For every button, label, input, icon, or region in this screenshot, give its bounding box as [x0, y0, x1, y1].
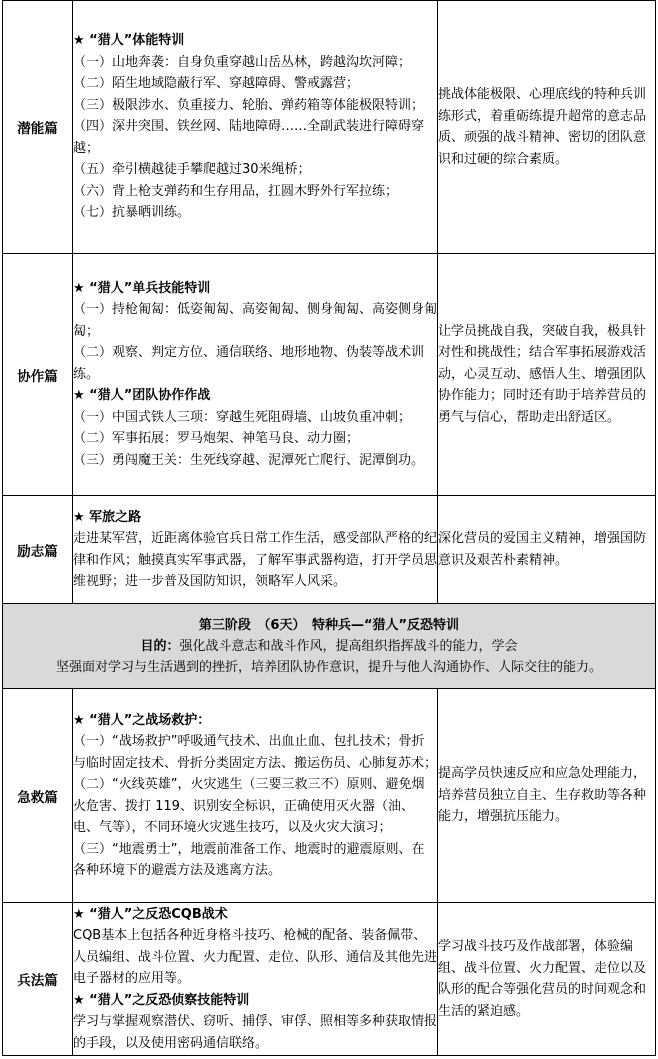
- stage-goal: [7, 636, 651, 657]
- content-line: （一）“战场救护”呼吸通气技术、出血止血、包扎技术；骨折与临时固定技术、骨折分类固定方法、搬运伤员、心肺复苏术；: [73, 734, 438, 771]
- section-title: ★ “猎人”团队协作作战: [73, 388, 211, 404]
- section-title: ★ “猎人”之反恐侦察技能特训: [73, 992, 250, 1008]
- content-line: （二）观察、判定方位、通信联络、地形地物、伪装等战术训练。: [73, 345, 425, 382]
- content-line: （三）极限涉水、负重接力、轮胎、弹药箱等体能极限特训；: [73, 97, 425, 113]
- content-line: 学习与掌握观察潜伏、窃听、捕俘、审俘、照相等多种获取情报的手段，以及使用密码通信联络。: [73, 1014, 438, 1051]
- category-cell: 励志篇: [3, 496, 73, 604]
- content-cell: [73, 254, 438, 496]
- curriculum-table: [2, 0, 656, 1056]
- category-cell: 潜能篇: [3, 1, 73, 254]
- content-line: （二）陌生地域隐蔽行军、穿越障碍、警戒露营；: [73, 76, 360, 92]
- section-title: ★ “猎人”之反恐CQB战术: [73, 906, 228, 922]
- goal-cell: 让学员挑战自我，突破自我，极具针对性和挑战性；结合军事拓展游戏活动，心灵互动、感悟人生、增强团队协作能力；同时还有助于培养营员的勇气与信心，帮助走出舒适区。: [438, 254, 656, 496]
- content-line: （二）“火线英雄”，火灾逃生（三要三救三不）原则、避免烟火危害、拨打 119、识别安全标识，正确使用灭火器（油、电、气等），不同环境火灾逃生技巧，以及火灾大演习；: [73, 777, 425, 835]
- content-line: （六）背上枪支弹药和生存用品，扛圆木野外行军拉练；: [73, 183, 399, 199]
- table-row-xiezuo: [3, 254, 656, 496]
- section-title: ★ 军旅之路: [73, 509, 142, 525]
- content-line: （五）牵引横越徒手攀爬越过30米绳桥；: [73, 162, 311, 178]
- section-title: ★ “猎人”体能特训: [73, 33, 185, 49]
- table-row-lizhi: [3, 496, 656, 604]
- content-cell: [73, 496, 438, 604]
- goal-cell: 学习战斗技巧及作战部署，体验编组、战斗位置、火力配置、走位以及队形的配合等强化营员的时间观念和生活的紧迫感。: [438, 903, 656, 1056]
- content-cell: [73, 689, 438, 903]
- table-row-qianneng: [3, 1, 656, 254]
- content-line: CQB基本上包括各种近身格斗技巧、枪械的配备、装备佩带、人员编组、战斗位置、火力配置、走位、队形、通信及其他先进电子器材的应用等。: [73, 928, 438, 987]
- stage-goal-text-2: 坚强面对学习与生活遇到的挫折，培养团队协作意识，提升与他人沟通协作、人际交往的能力。: [55, 659, 602, 675]
- goal-cell: 深化营员的爱国主义精神，增强国防意识及艰苦朴素精神。: [438, 496, 656, 604]
- content-line: （三）勇闯魔王关：生死线穿越、泥潭死亡爬行、泥潭倒功。: [73, 452, 425, 468]
- content-line: （一）山地奔袭：自身负重穿越山岳丛林，跨越沟坎河障；: [73, 54, 412, 70]
- goal-cell: 挑战体能极限、心理底线的特种兵训练形式，着重砺练提升超常的意志品质、顽强的战斗精神、密切的团队意识和过硬的综合素质。: [438, 1, 656, 254]
- stage-goal-text: 强化战斗意志和战斗作风，提高组织指挥战斗的能力，学会: [179, 638, 518, 654]
- category-cell: 兵法篇: [3, 903, 73, 1056]
- category-cell: 协作篇: [3, 254, 73, 496]
- section-title: ★ “猎人”单兵技能特训: [73, 280, 211, 296]
- table-row-bingfa: [3, 903, 656, 1056]
- stage-goal-label: 目的：: [140, 638, 180, 654]
- content-line: （一）持枪匍匐：低姿匍匐、高姿匍匐、侧身匍匐、高姿侧身匍匐；: [73, 302, 438, 339]
- stage-header-row: [3, 604, 656, 689]
- content-line: 走进某军营，近距离体验官兵日常工作生活，感受部队严格的纪律和作风；触摸真实军事武器，了解军事武器构造，打开学员思维视野；进一步普及国防知识，领略军人风采。: [73, 531, 438, 589]
- goal-cell: 提高学员快速反应和应急处理能力，培养营员独立自主、生存救助等各种能力，增强抗压能力。: [438, 689, 656, 903]
- content-line: （七）抗暴晒训练。: [73, 205, 191, 221]
- category-cell: 急救篇: [3, 689, 73, 903]
- content-line: （三）“地震勇士”，地震前准备工作、地震时的避震原则、在各种环境下的避震方法及逃离方法。: [73, 841, 425, 878]
- table-row-jijiu: [3, 689, 656, 903]
- stage-title: 第三阶段 （6天） 特种兵—“猎人”反恐特训: [198, 617, 460, 633]
- stage-header: [3, 604, 656, 689]
- content-cell: [73, 1, 438, 254]
- content-cell: [73, 903, 438, 1056]
- content-line: （四）深井突围、铁丝网、陆地障碍……全副武装进行障碍穿越；: [73, 119, 425, 156]
- content-line: （二）军事拓展：罗马炮架、神笔马良、动力圈；: [73, 431, 360, 447]
- content-line: （一）中国式铁人三项：穿越生死阻碍墙、山坡负重冲刺；: [73, 409, 412, 425]
- section-title: ★ “猎人”之战场救护：: [73, 712, 211, 728]
